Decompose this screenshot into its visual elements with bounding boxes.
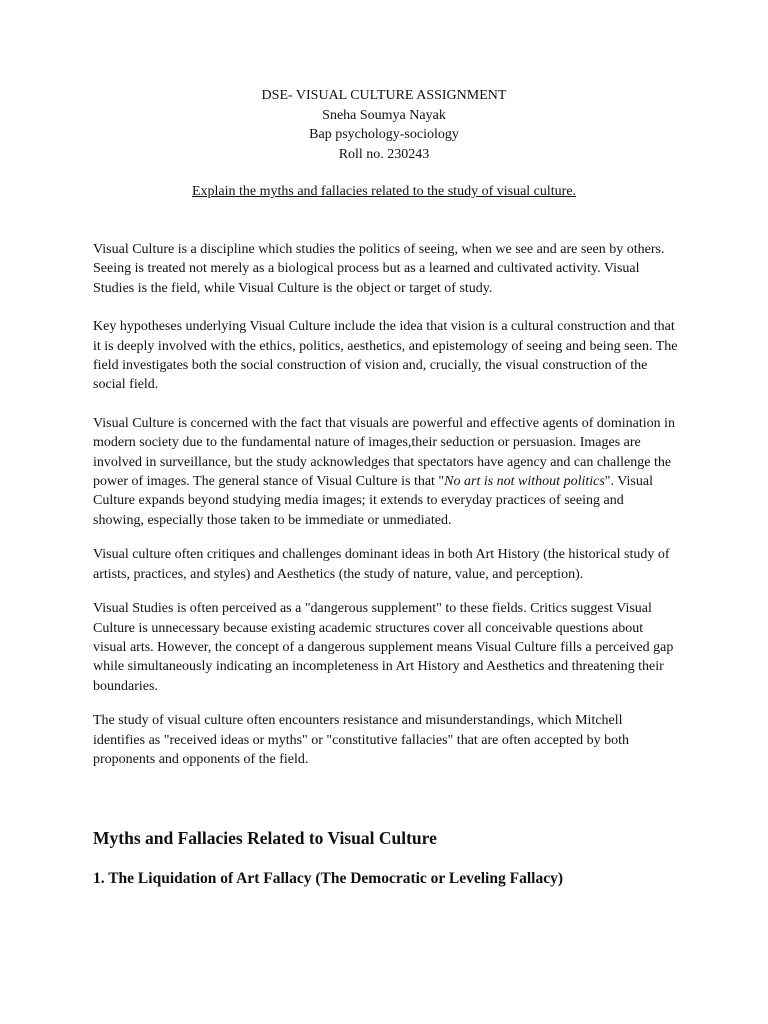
paragraph-5: Visual Studies is often perceived as a "dangerous supplement" to these fields. Critics suggest Visual Culture is unnecessary because existing academic structures cover all conceivable questions about visual arts. However, the concept of a dangerous supplement means Visual Culture fills a perceived gap while simultaneously indicating an incompleteness in Art History and Aesthetics and threatening their boundaries. (93, 601, 674, 694)
subsection-heading: 1. The Liquidation of Art Fallacy (The Democratic or Leveling Fallacy) (93, 870, 563, 887)
paragraph-3-text-end: ". Visual Culture expands beyond studying media images; it extends to everyday practices of seeing and showing, especially those taken to be immediate or unmediated. (93, 474, 653, 528)
roll-number: Roll no. 230243 (338, 146, 430, 162)
paragraph-6: The study of visual culture often encounters resistance and misunderstandings, which Mitchell identifies as "received ideas or myths" or "constitutive fallacies" that are often accepted by both proponents and opponents of the field. (93, 713, 629, 767)
assignment-question: Explain the myths and fallacies related to the study of visual culture. (191, 184, 577, 199)
program-name: Bap psychology-sociology (309, 127, 459, 142)
document-header (0, 86, 768, 164)
paragraph-4: Visual culture often critiques and challenges dominant ideas in both Art History (the historical study of artists, practices, and styles) and Aesthetics (the study of nature, value, and perception). (93, 547, 670, 582)
paragraph-3 (93, 414, 678, 530)
document-title: DSE- VISUAL CULTURE ASSIGNMENT (261, 88, 507, 103)
paragraph-3-text-start: Visual Culture is concerned with the fact that visuals are powerful and effective agents of domination in modern society due to the fundamental nature of images,their seduction or persuasion. Images are involved in surveillance, but the study acknowledges that spectators have agency and can challenge the power of images. The general stance of Visual Culture is that " (93, 415, 676, 490)
paragraph-1: Visual Culture is a discipline which studies the politics of seeing, when we see and are seen by others. Seeing is treated not merely as a biological process but as a learned and cultivated activity. Visual Studies is the field, while Visual Culture is the object or target of study. (93, 242, 665, 296)
document-body (93, 240, 678, 769)
paragraph-3-quote: No art is not without politics (444, 474, 605, 490)
author-name: Sneha Soumya Nayak (322, 107, 446, 123)
section-heading: Myths and Fallacies Related to Visual Culture (93, 828, 437, 848)
paragraph-2: Key hypotheses underlying Visual Culture include the idea that vision is a cultural construction and that it is deeply involved with the ethics, politics, aesthetics, and epistemology of seeing and being seen. The field investigates both the social construction of vision and, crucially, the visual construction of the social field. (93, 319, 678, 393)
